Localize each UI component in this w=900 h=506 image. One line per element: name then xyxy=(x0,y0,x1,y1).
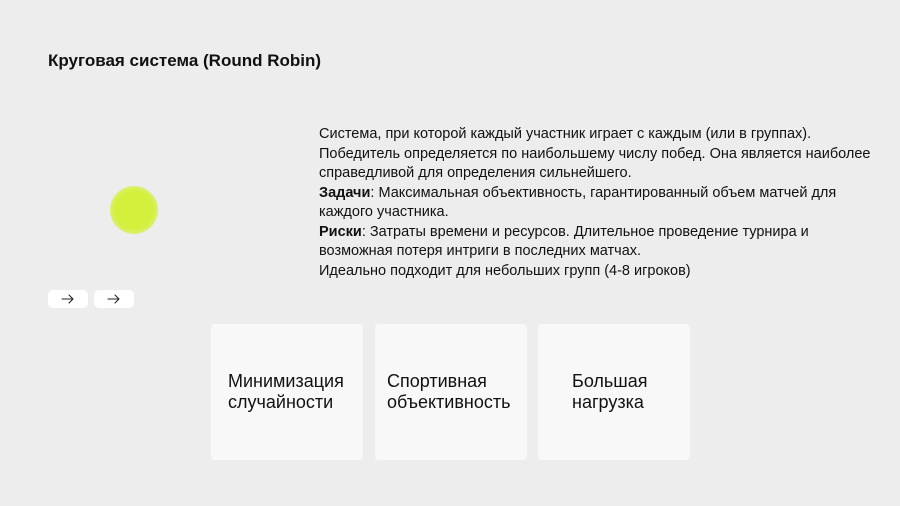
description-tasks xyxy=(319,184,879,223)
description-block xyxy=(319,125,879,281)
page-title: Круговая система (Round Robin) xyxy=(48,51,322,70)
risks-label: Риски xyxy=(319,223,362,240)
tasks-text: : Максимальная объективность, гарантированный объем матчей для каждого участника. xyxy=(319,184,837,220)
card-minimization xyxy=(211,324,363,460)
card-objectivity xyxy=(375,324,527,460)
card-label: Спортивная объективность xyxy=(387,371,511,412)
arrow-right-icon xyxy=(61,294,75,304)
nav-button-2[interactable] xyxy=(94,290,134,308)
nav-button-1[interactable] xyxy=(48,290,88,308)
card-label: Минимизация случайности xyxy=(228,371,344,412)
card-load xyxy=(538,324,690,460)
tasks-label: Задачи xyxy=(319,184,371,201)
arrow-right-icon xyxy=(107,294,121,304)
description-outro: Идеально подходит для небольших групп (4-8 игроков) xyxy=(319,262,691,279)
risks-text: : Затраты времени и ресурсов. Длительное проведение турнира и возможная потеря интриги в последних матчах. xyxy=(319,223,809,259)
card-label: Большая нагрузка xyxy=(572,371,648,412)
accent-orb xyxy=(110,186,158,234)
description-intro: Система, при которой каждый участник играет с каждым (или в группах). Победитель определяется по наибольшему числу побед. Она является наиболее справедливой для определения сильнейшего. xyxy=(319,126,871,181)
description-risks xyxy=(319,223,879,262)
